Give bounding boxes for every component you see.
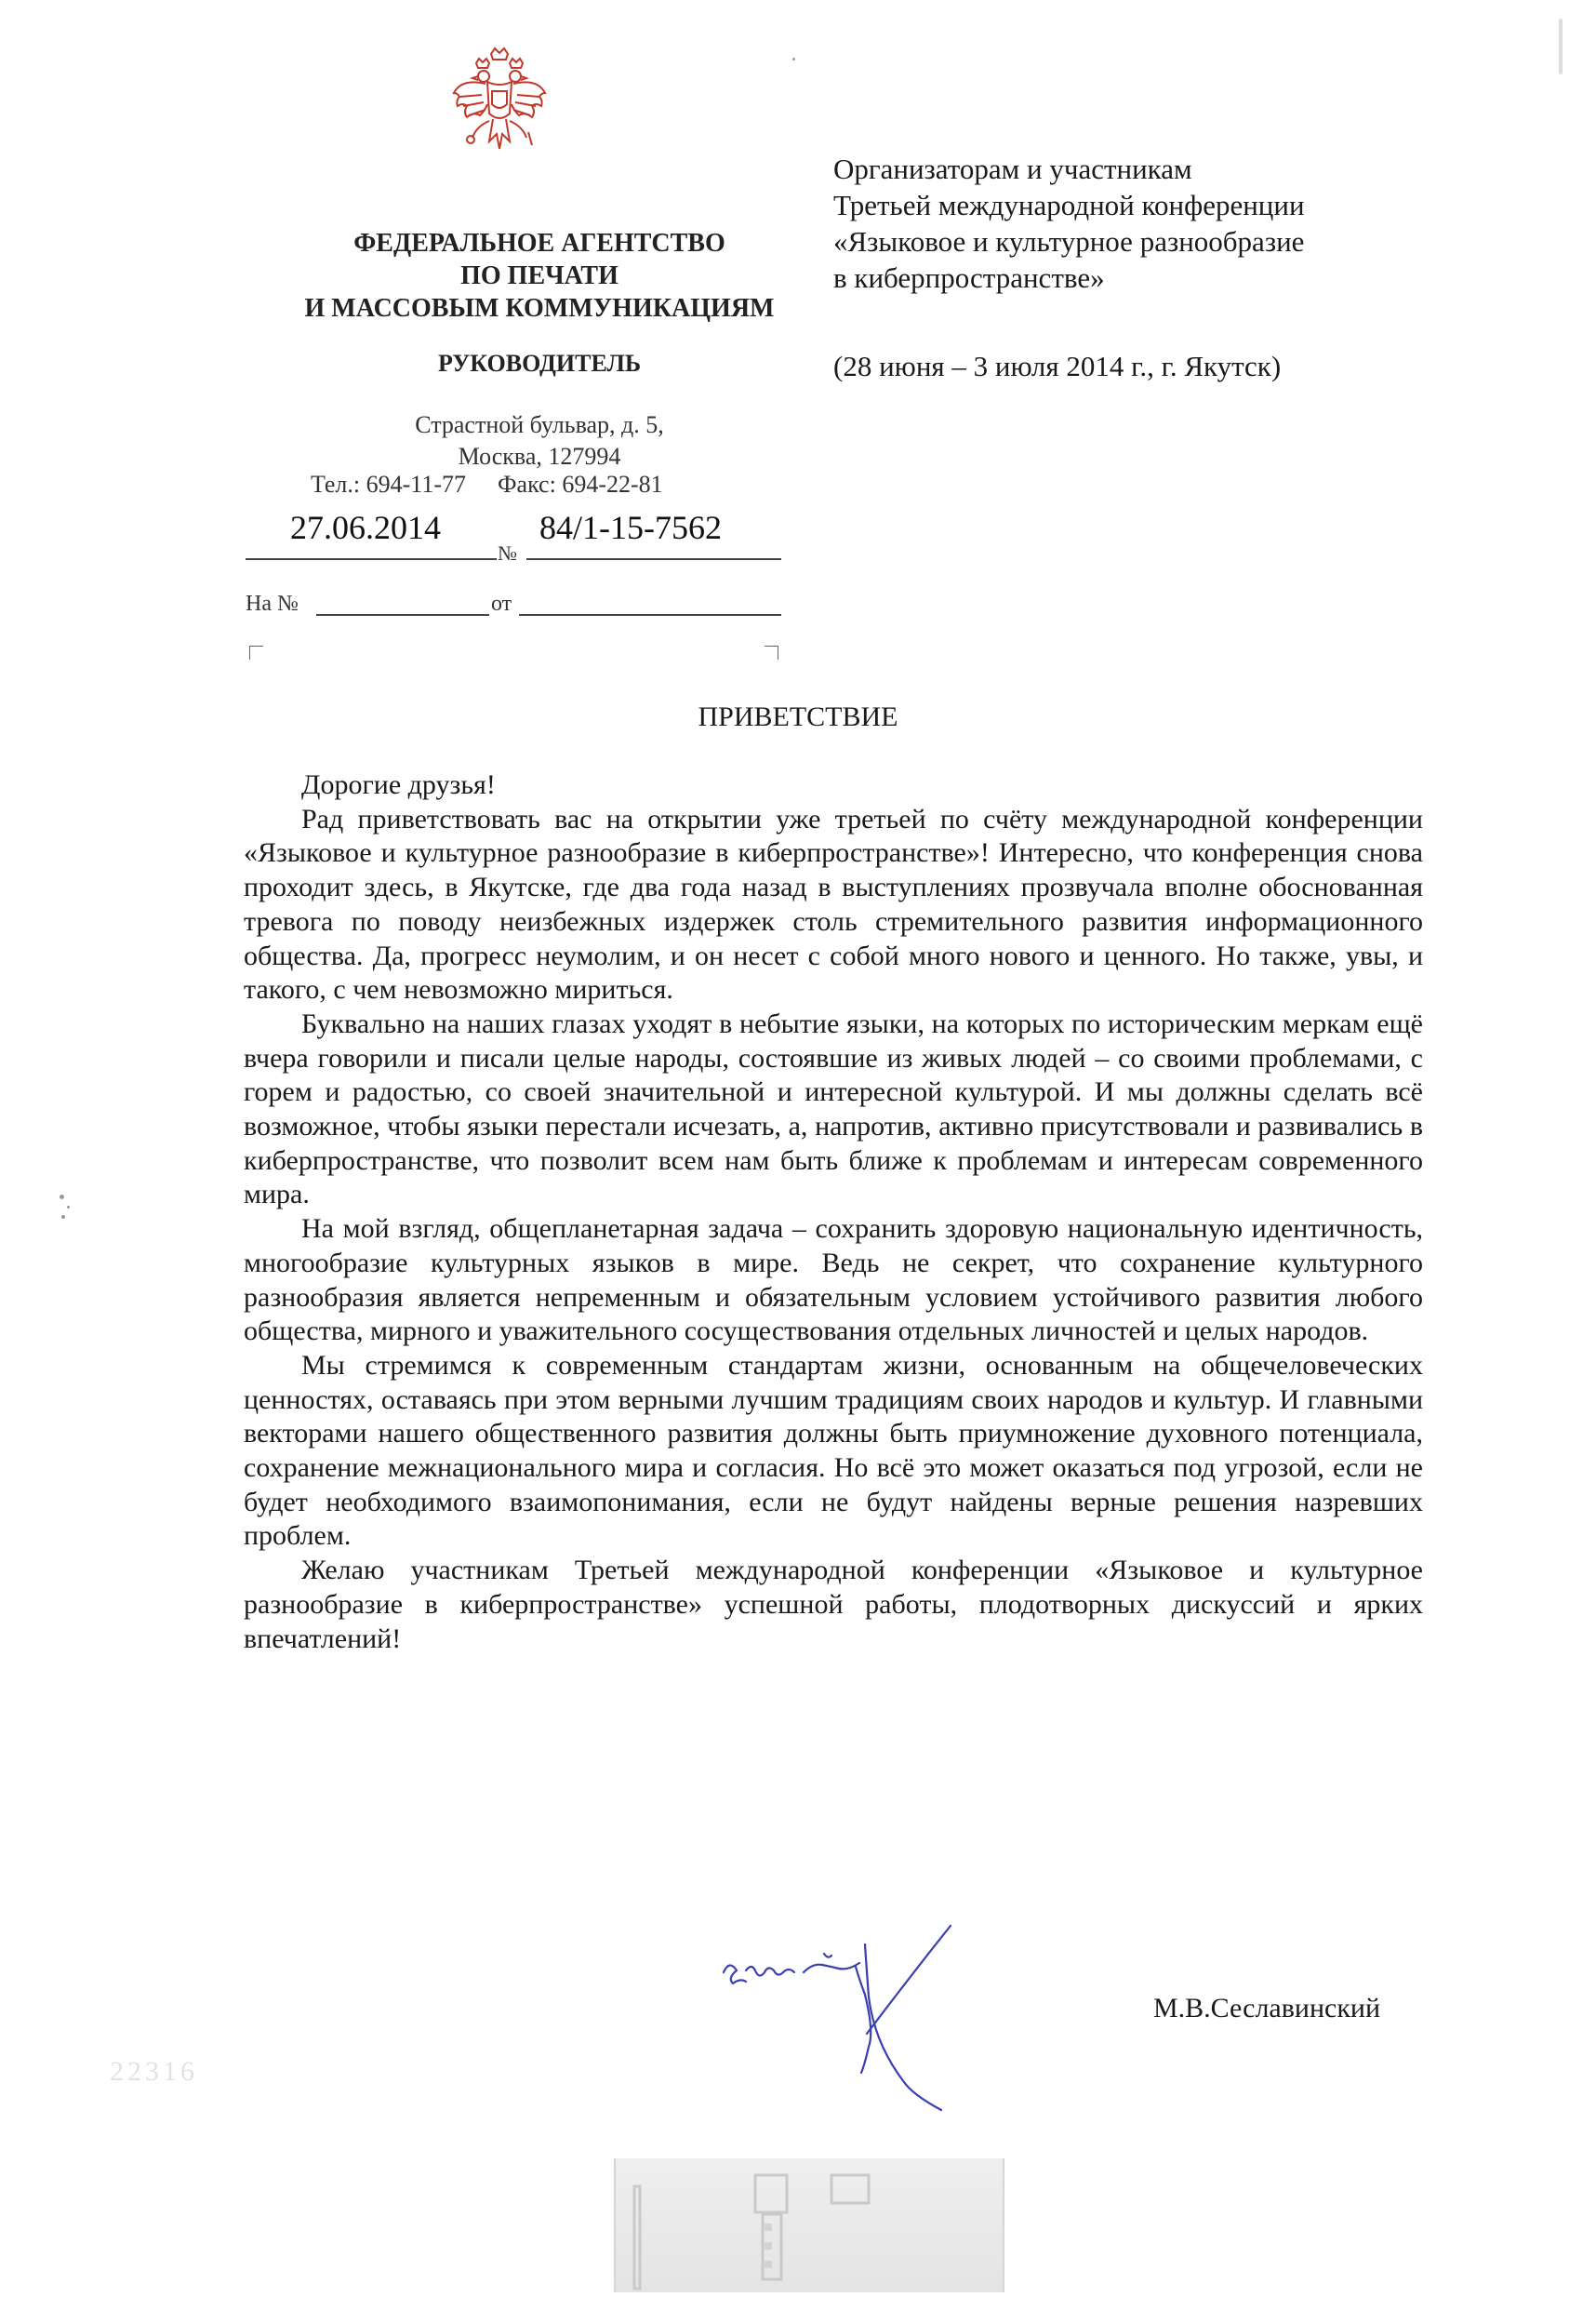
- address-line: Москва, 127994: [458, 443, 621, 470]
- agency-address: [279, 409, 800, 473]
- address-line: Страстной бульвар, д. 5,: [415, 411, 664, 438]
- agency-name-line: И МАССОВЫМ КОММУНИКАЦИЯМ: [304, 294, 775, 323]
- handwritten-signature-icon: [707, 1916, 1023, 2121]
- faded-stamp-number: 22316: [110, 2056, 198, 2087]
- registration-date: 27.06.2014: [290, 509, 441, 546]
- addressee-line: в киберпространстве»: [833, 261, 1105, 294]
- address-field-corner-right: [765, 646, 778, 660]
- addressee-line: Третьей международной конференции: [833, 189, 1305, 221]
- date-underline: [246, 558, 497, 560]
- paragraph: Мы стремимся к современным стандартам жизни, основанным на общечеловеческих ценностях, оставаясь при этом верными лучшим традициям своих народов и культур. И главными векторами нашего общественного развития должны быть приумножение духовного потенциала, сохранение межнационального мира и согласия. Но всё это может оказаться под угрозой, если не будет необходимого взаимопонимания, если не будут найдены верные решения назревших проблем.: [244, 1349, 1423, 1552]
- contact-numbers: [311, 471, 794, 499]
- scan-speck: [60, 1195, 64, 1199]
- address-field-corner-left: [249, 646, 263, 660]
- fax-number: Факс: 694-22-81: [497, 471, 663, 498]
- addressee-block: [833, 151, 1559, 296]
- number-sign: №: [498, 541, 517, 565]
- agency-name-line: ПО ПЕЧАТИ: [460, 261, 618, 290]
- scan-speck: [1559, 19, 1563, 74]
- letter-body: [244, 768, 1423, 1656]
- paragraph: На мой взгляд, общепланетарная задача – сохранить здоровую национальную идентичность, многообразие культурных языков в мире. Ведь не секрет, что сохранение культурного разнообразия является непременным и обязательным условием устойчивого развития любого общества, мирного и уважительного сосуществования отдельных личностей и целых народов.: [244, 1213, 1423, 1347]
- reference-number-blank: [316, 614, 489, 616]
- reference-from-label: от: [491, 592, 512, 616]
- registration-number: 84/1-15-7562: [539, 509, 722, 546]
- scan-artifact: [614, 2158, 1004, 2292]
- number-underline: [526, 558, 781, 560]
- paragraph: Рад приветствовать вас на открытии уже третьей по счёту международной конференции «Языковое и культурное разнообразие в киберпространстве»! Интересно, что конференция снова проходит здесь, в Якутске, где два года назад в выступлениях прозвучала вполне обоснованная тревога по поводу неизбежных издержек столь стремительного развития информационного общества. Да, прогресс неумолим, и он несет с собой много нового и ценного. Но также, увы, и такого, с чем невозможно мириться.: [244, 803, 1423, 1006]
- reference-date-blank: [519, 614, 781, 616]
- russian-coat-of-arms-icon: [448, 45, 551, 164]
- scan-speck: [67, 1206, 70, 1209]
- addressee-line: «Языковое и культурное разнообразие: [833, 225, 1305, 258]
- scan-speck: [61, 1215, 65, 1219]
- sender-role: РУКОВОДИТЕЛЬ: [437, 350, 642, 377]
- paragraph: Желаю участникам Третьей международной конференции «Языковое и культурное разнообразие в киберпространстве» успешной работы, плодотворных дискуссий и ярких впечатлений!: [244, 1555, 1423, 1654]
- agency-name: [279, 227, 800, 325]
- letter-title: ПРИВЕТСТВИЕ: [698, 701, 898, 732]
- paragraph: Буквально на наших глазах уходят в небытие языки, на которых по историческим меркам ещё вчера говорили и писали целые народы, состоявшие из живых людей – со своими проблемами, с горем и радостью, со своей значительной и интересной культурой. И мы должны сделать всё возможное, чтобы языки перестали исчезать, а, напротив, активно присутствовали и развивались в киберпространстве, что позволит всем нам быть ближе к проблемам и интересам современного мира.: [244, 1008, 1423, 1210]
- addressee-line: Организаторам и участникам: [833, 153, 1192, 185]
- conference-dates: (28 июня – 3 июля 2014 г., г. Якутск): [833, 350, 1282, 382]
- reference-number-label: На №: [246, 592, 299, 616]
- scan-speck: [792, 58, 795, 60]
- signer-name: М.В.Сеславинский: [1153, 1993, 1380, 2023]
- greeting: Дорогие друзья!: [301, 769, 496, 800]
- agency-name-line: ФЕДЕРАЛЬНОЕ АГЕНТСТВО: [353, 229, 725, 258]
- phone-number: Тел.: 694-11-77: [311, 471, 466, 498]
